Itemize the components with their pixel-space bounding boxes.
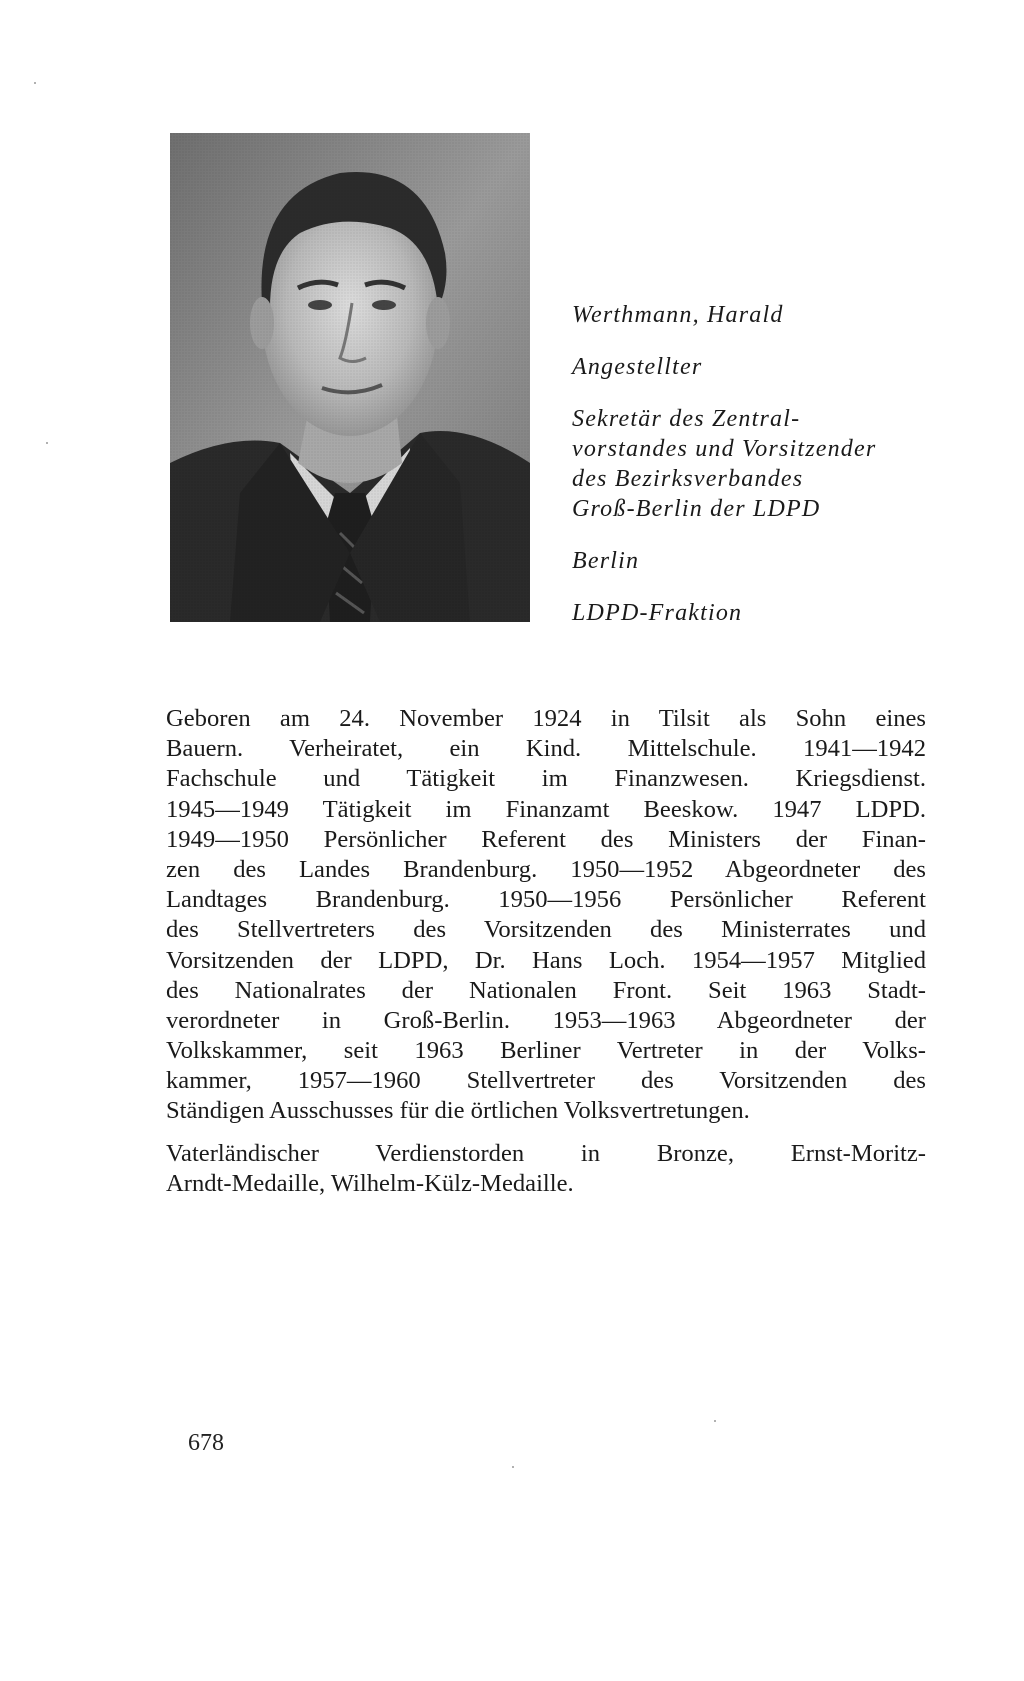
biography-line: Landtages Brandenburg. 1950—1956 Persönlicher Referent [166,886,926,914]
biography-line: Geboren am 24. November 1924 in Tilsit als Sohn eines [166,705,926,732]
scan-speck [512,1466,514,1468]
biography-line: Bauern. Verheiratet, ein Kind. Mittelschule. 1941—1942 [166,735,926,763]
biography-line: verordneter in Groß-Berlin. 1953—1963 Abgeordneter der [166,1006,926,1034]
biography-line: des Stellvertreters des Vorsitzenden des Ministerrates und [166,916,926,944]
portrait-photo [170,133,530,622]
awards-line: Vaterländischer Verdienstorden in Bronze, Ernst-Moritz- [166,1140,926,1167]
biography-line: 1949—1950 Persönlicher Referent des Ministers der Finan- [166,825,926,853]
member-faction: LDPD-Fraktion [572,600,743,626]
page-number: 678 [188,1430,224,1456]
awards-paragraph [166,1139,926,1199]
awards-line: Arndt-Medaille, Wilhelm-Külz-Medaille. [166,1170,574,1198]
position-line: Sekretär des Zentral- [572,406,801,432]
member-constituency: Berlin [572,548,640,574]
scan-speck [46,442,48,444]
biography-line: Ständigen Ausschusses für die örtlichen Volksvertretungen. [166,1097,750,1125]
scan-speck [34,82,36,84]
biography-line: Volkskammer, seit 1963 Berliner Vertreter in der Volks- [166,1037,926,1065]
member-info [572,300,972,650]
member-position [572,404,972,524]
biography-line: Fachschule und Tätigkeit im Finanzwesen. Kriegsdienst. [166,765,926,793]
position-line: Groß-Berlin der LDPD [572,496,821,522]
biography-line: zen des Landes Brandenburg. 1950—1952 Abgeordneter des [166,855,926,883]
biography-line: Vorsitzenden der LDPD, Dr. Hans Loch. 1954—1957 Mitglied [166,946,926,974]
biography-line: kammer, 1957—1960 Stellvertreter des Vorsitzenden des [166,1067,926,1095]
scan-speck [714,1420,716,1422]
biography-paragraph [166,704,926,1127]
position-line: des Bezirksverbandes [572,466,804,492]
biography-line: 1945—1949 Tätigkeit im Finanzamt Beeskow. 1947 LDPD. [166,795,926,823]
biography-line: des Nationalrates der Nationalen Front. Seit 1963 Stadt- [166,976,926,1004]
member-name: Werthmann, Harald [572,302,784,328]
member-occupation: Angestellter [572,354,703,380]
position-line: vorstandes und Vorsitzender [572,436,877,462]
